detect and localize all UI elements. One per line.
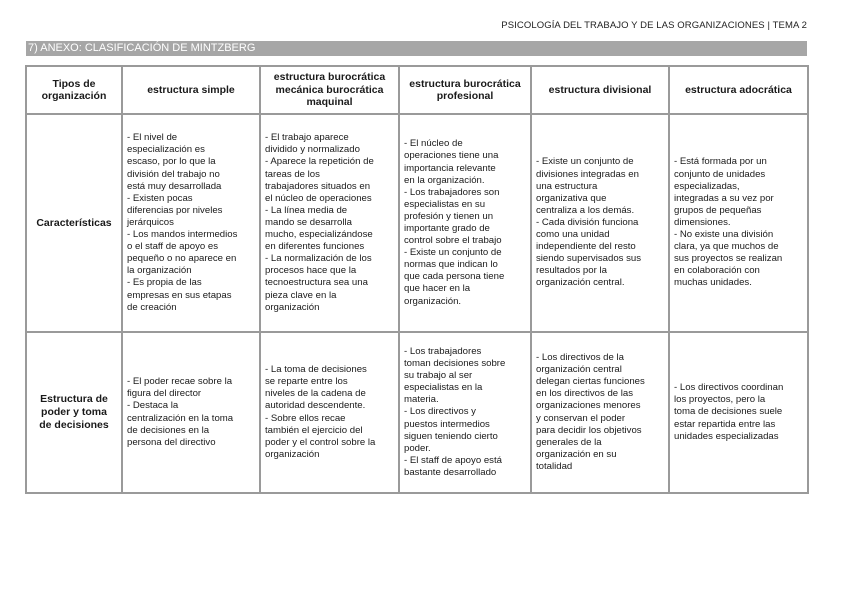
text-line: organización en su: [536, 448, 617, 460]
text-line: integradas a su vez por: [674, 192, 774, 204]
table-cell: [399, 332, 531, 493]
text-line: organización central: [536, 364, 622, 376]
text-line: los proyectos, pero la: [674, 394, 766, 406]
text-line: procesos hace que la: [265, 265, 357, 277]
text-line: resultados por la: [536, 265, 607, 277]
text-line: jerárquicos: [127, 216, 174, 228]
text-line: organización.: [404, 295, 462, 307]
text-line: siendo supervisados sus: [536, 253, 642, 265]
text-line: organización: [265, 448, 320, 460]
running-header: PSICOLOGÍA DEL TRABAJO Y DE LAS ORGANIZACIONES | TEMA 2: [501, 20, 807, 31]
text-line: poder y el control sobre la: [265, 436, 376, 448]
text-line: Estructura de: [40, 393, 108, 405]
text-line: mecánica burocrática: [275, 83, 384, 96]
text-line: - La normalización de los: [265, 253, 372, 265]
text-line: operaciones tiene una: [404, 150, 499, 162]
text-line: - El trabajo aparece: [265, 132, 349, 144]
text-line: estructura simple: [147, 83, 235, 96]
text-line: que cada persona tiene: [404, 271, 505, 283]
text-line: organización: [265, 301, 320, 313]
text-line: bastante desarrollado: [404, 466, 497, 478]
text-line: pieza clave en la: [265, 289, 337, 301]
text-line: pequeño o no aparece en: [127, 253, 237, 265]
corner-header-cell: [26, 66, 122, 114]
text-line: en los directivos de las: [536, 388, 634, 400]
text-line: dimensiones.: [674, 216, 731, 228]
text-line: materia.: [404, 394, 439, 406]
table-row-characteristics: [26, 114, 808, 332]
text-line: - La línea media de: [265, 204, 348, 216]
text-line: - Existen pocas: [127, 192, 193, 204]
text-line: en diferentes funciones: [265, 241, 365, 253]
text-line: profesión y tienen un: [404, 210, 494, 222]
text-line: especialistas en su: [404, 198, 486, 210]
table-cell: [260, 332, 399, 493]
text-line: - Sobre ellos recae: [265, 412, 346, 424]
row-header-power-structure: [26, 332, 122, 493]
text-line: niveles de la cadena de: [265, 388, 366, 400]
text-line: totalidad: [536, 460, 573, 472]
text-line: como una unidad: [536, 229, 610, 241]
text-line: estar repartida entre las: [674, 418, 776, 430]
text-line: persona del directivo: [127, 436, 216, 448]
text-line: generales de la: [536, 436, 602, 448]
text-line: - La toma de decisiones: [265, 364, 367, 376]
text-line: - Aparece la repetición de: [265, 156, 374, 168]
text-line: organización: [41, 90, 107, 102]
text-line: mucho, especializándose: [265, 229, 373, 241]
text-line: de creación: [127, 301, 177, 313]
text-line: tareas de los: [265, 168, 320, 180]
text-line: o el staff de apoyo es: [127, 241, 219, 253]
text-line: profesional: [436, 90, 494, 102]
text-line: conjunto de unidades: [674, 168, 766, 180]
text-line: en colaboración con: [674, 265, 760, 277]
text-line: está muy desarrollada: [127, 180, 222, 192]
column-header-professional-bureaucracy: [399, 66, 531, 114]
text-line: figura del director: [127, 388, 202, 400]
text-line: toma de decisiones suele: [674, 406, 783, 418]
text-line: - Destaca la: [127, 400, 179, 412]
text-line: estructura burocrática: [409, 77, 521, 90]
column-header-simple: [122, 66, 260, 114]
column-header-adhocracy: [669, 66, 808, 114]
text-line: poder.: [404, 442, 431, 454]
table-cell: [399, 114, 531, 332]
text-line: - Los directivos coordinan: [674, 382, 784, 394]
text-line: - Los trabajadores: [404, 345, 482, 357]
table-cell: [669, 114, 808, 332]
text-line: independiente del resto: [536, 241, 636, 253]
table-header-row: [26, 66, 808, 114]
text-line: estructura adocrática: [685, 83, 792, 96]
table-row-power-structure: [26, 332, 808, 493]
text-line: dividido y normalizado: [265, 144, 360, 156]
text-line: grupos de pequeñas: [674, 204, 762, 216]
text-line: - Existe un conjunto de: [404, 247, 502, 259]
text-line: unidades especializadas: [674, 430, 779, 442]
text-line: importancia relevante: [404, 162, 496, 174]
table-cell: [531, 332, 669, 493]
table-cell: [122, 114, 260, 332]
text-line: centralización en la toma: [127, 412, 234, 424]
text-line: delegan ciertas funciones: [536, 376, 645, 388]
row-header-characteristics: [26, 114, 122, 332]
text-line: de decisiones: [39, 419, 109, 431]
section-title-bar: 7) ANEXO: CLASIFICACIÓN DE MINTZBERG: [26, 41, 807, 56]
text-line: tecnoestructura sea una: [265, 277, 368, 289]
table-cell: [122, 332, 260, 493]
text-line: organización central.: [536, 277, 625, 289]
text-line: que hacer en la: [404, 283, 471, 295]
text-line: se reparte entre los: [265, 376, 348, 388]
text-line: - Cada división funciona: [536, 216, 639, 228]
text-line: - El nivel de: [127, 132, 178, 144]
text-line: y conservan el poder: [536, 412, 626, 424]
text-line: para decidir los objetivos: [536, 424, 642, 436]
text-line: - Los mandos intermedios: [127, 229, 238, 241]
text-line: poder y toma: [41, 406, 107, 418]
text-line: su trabajo al ser: [404, 370, 473, 382]
text-line: - El núcleo de: [404, 138, 463, 150]
table-cell: [669, 332, 808, 493]
text-line: una estructura: [536, 180, 598, 192]
text-line: toman decisiones sobre: [404, 358, 506, 370]
text-line: empresas en sus etapas: [127, 289, 232, 301]
text-line: división del trabajo no: [127, 168, 220, 180]
column-header-divisional: [531, 66, 669, 114]
text-line: divisiones integradas en: [536, 168, 639, 180]
text-line: también el ejercicio del: [265, 424, 363, 436]
text-line: - El staff de apoyo está: [404, 454, 502, 466]
column-header-machine-bureaucracy: [260, 66, 399, 114]
text-line: centraliza a los demás.: [536, 204, 635, 216]
text-line: especialistas en la: [404, 382, 483, 394]
text-line: organizativa que: [536, 192, 607, 204]
text-line: de decisiones en la: [127, 424, 210, 436]
text-line: puestos intermedios: [404, 418, 490, 430]
text-line: Características: [36, 216, 112, 229]
text-line: normas que indican lo: [404, 259, 498, 271]
text-line: el núcleo de operaciones: [265, 192, 372, 204]
text-line: diferencias por niveles: [127, 204, 223, 216]
text-line: la organización: [127, 265, 192, 277]
text-line: autoridad descendente.: [265, 400, 366, 412]
text-line: estructura divisional: [548, 83, 652, 96]
text-line: maquinal: [306, 96, 353, 109]
text-line: organizaciones menores: [536, 400, 641, 412]
text-line: muchas unidades.: [674, 277, 752, 289]
text-line: especializadas,: [674, 180, 740, 192]
text-line: clara, ya que muchos de: [674, 241, 779, 253]
mintzberg-classification-table: [25, 65, 809, 494]
text-line: - Existe un conjunto de: [536, 156, 634, 168]
text-line: - El poder recae sobre la: [127, 376, 233, 388]
text-line: - Los directivos de la: [536, 352, 624, 364]
text-line: mando se desarrolla: [265, 216, 352, 228]
text-line: - Está formada por un: [674, 156, 767, 168]
table-cell: [260, 114, 399, 332]
text-line: en la organización.: [404, 174, 485, 186]
text-line: especialización es: [127, 144, 205, 156]
table-cell: [531, 114, 669, 332]
text-line: estructura burocrática: [273, 71, 386, 84]
text-line: - Es propia de las: [127, 277, 202, 289]
text-line: siguen teniendo cierto: [404, 430, 498, 442]
text-line: control sobre el trabajo: [404, 235, 502, 247]
text-line: - Los trabajadores son: [404, 186, 500, 198]
text-line: importante grado de: [404, 223, 490, 234]
text-line: trabajadores situados en: [265, 180, 371, 192]
text-line: escaso, por lo que la: [127, 156, 216, 168]
text-line: sus proyectos se realizan: [674, 253, 783, 265]
text-line: - Los directivos y: [404, 406, 476, 418]
text-line: Tipos de: [52, 77, 96, 90]
text-line: - No existe una división: [674, 229, 774, 241]
